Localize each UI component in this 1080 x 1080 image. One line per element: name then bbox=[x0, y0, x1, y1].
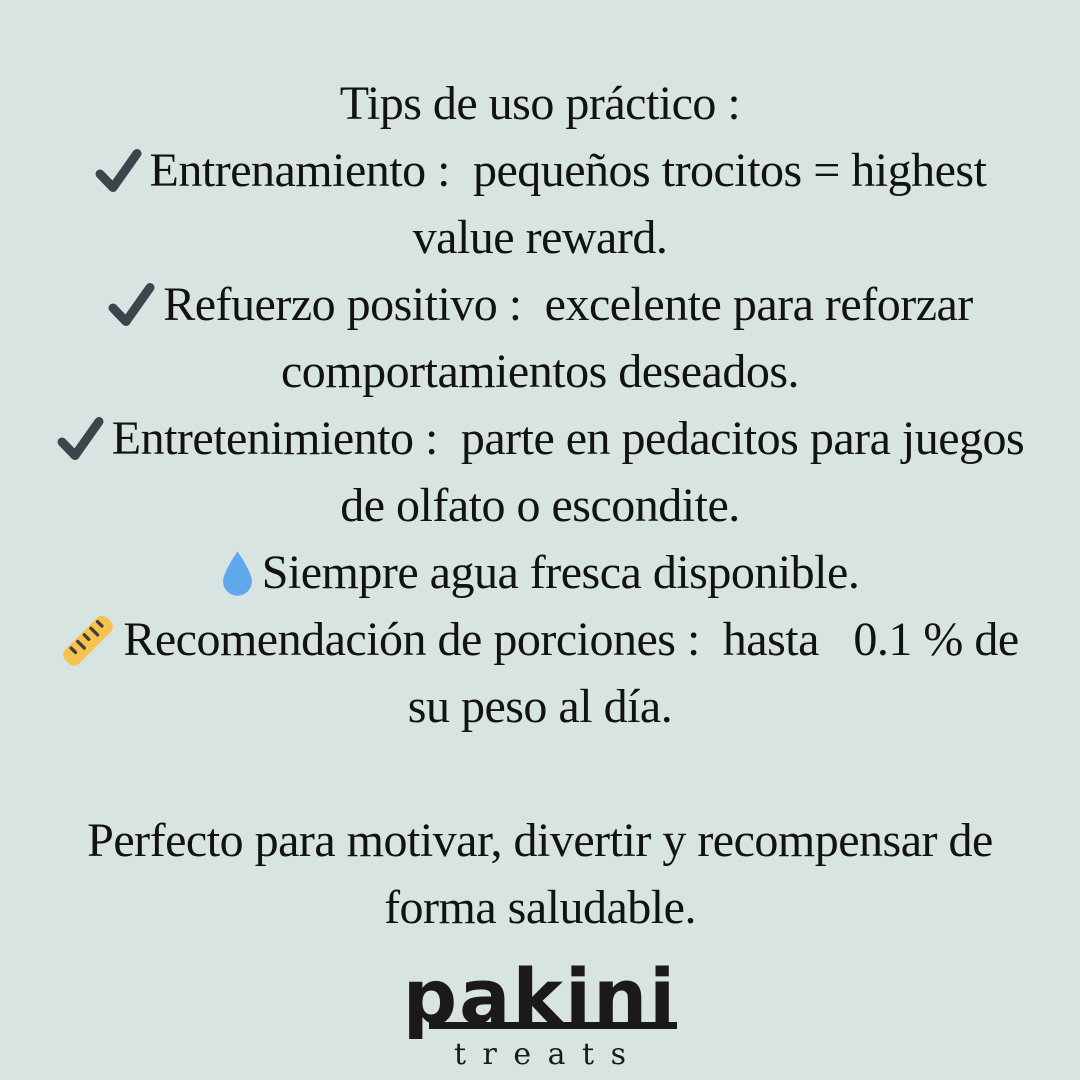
text-line-text: Recomendación de porciones : hasta 0.1 % de bbox=[123, 613, 1019, 666]
spacer-line bbox=[0, 740, 1080, 807]
text-line bbox=[0, 204, 1080, 271]
tips-lines bbox=[0, 137, 1080, 941]
text-line-text: comportamientos deseados. bbox=[280, 345, 800, 398]
text-line bbox=[0, 539, 1080, 606]
brand-name: pakini bbox=[402, 952, 678, 1041]
text-line-text: Perfecto para motivar, divertir y recompensar de bbox=[87, 814, 993, 867]
text-line-text: Refuerzo positivo : excelente para reforzar bbox=[163, 278, 973, 331]
check-icon bbox=[56, 415, 104, 463]
text-line bbox=[0, 137, 1080, 204]
text-line-text: su peso al día. bbox=[407, 680, 673, 733]
text-line-text: Entretenimiento : parte en pedacitos para juegos bbox=[111, 412, 1025, 465]
text-line bbox=[0, 405, 1080, 472]
ruler-icon bbox=[61, 613, 115, 667]
text-line bbox=[0, 338, 1080, 405]
text-line-text: Entrenamiento : pequeños trocitos = highest bbox=[149, 144, 987, 197]
check-icon bbox=[94, 147, 142, 195]
check-icon bbox=[107, 281, 155, 329]
text-line-text: Siempre agua fresca disponible. bbox=[261, 546, 860, 599]
brand-logo-inner bbox=[402, 952, 678, 1041]
page-title bbox=[0, 70, 1080, 137]
page-title-text: Tips de uso práctico : bbox=[339, 77, 741, 130]
text-line bbox=[0, 673, 1080, 740]
text-line bbox=[0, 606, 1080, 673]
text-line-text: value reward. bbox=[412, 211, 668, 264]
brand-logo bbox=[0, 952, 1080, 1072]
text-line bbox=[0, 807, 1080, 874]
droplet-icon bbox=[221, 550, 254, 596]
brand-tagline: treats bbox=[454, 1037, 643, 1072]
text-line bbox=[0, 472, 1080, 539]
text-line-text: de olfato o escondite. bbox=[340, 479, 740, 532]
text-line-text: forma saludable. bbox=[384, 881, 696, 934]
text-line bbox=[0, 874, 1080, 941]
text-line bbox=[0, 271, 1080, 338]
